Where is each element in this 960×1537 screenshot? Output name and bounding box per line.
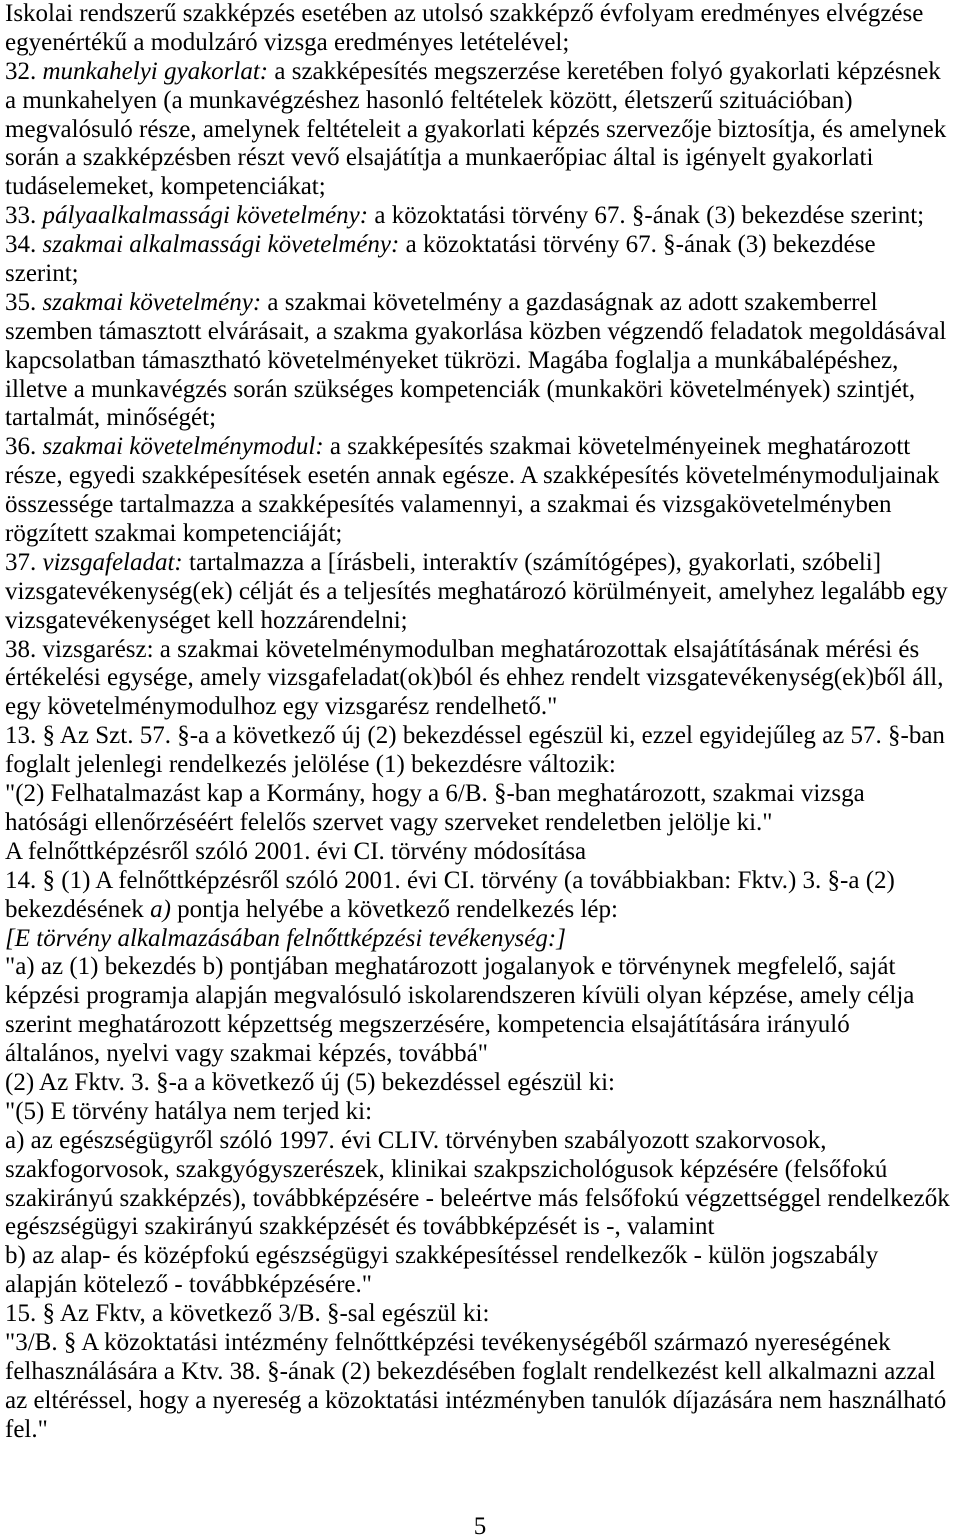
text-line: egy követelménymodulhoz egy vizsgarész rendelhető." (5, 693, 558, 721)
definition-number: 34. (5, 231, 43, 259)
definition-35-line (5, 289, 957, 318)
section-13-line: 13. § Az Szt. 57. §-a a következő új (2) bekezdéssel egészül ki, ezzel egyidejűleg az 57. §-ban (5, 722, 945, 750)
text-line: vizsgatevékenységet kell hozzárendelni; (5, 606, 408, 634)
defined-term: szakmai követelmény: (42, 288, 262, 316)
text-line: egyenértékű a modulzáró vizsga eredményes letételével; (5, 28, 570, 56)
text-segment: bekezdésének (5, 895, 151, 923)
defined-term: pályaalkalmassági követelmény: (42, 202, 369, 230)
section-heading: A felnőttképzésről szóló 2001. évi CI. törvény módosítása (5, 837, 587, 865)
text-line: felhasználására a Ktv. 38. §-ának (2) bekezdésében foglalt rendelkezést kell alkalmazni azzal (5, 1357, 936, 1385)
text-line: Iskolai rendszerű szakképzés esetében az utolsó szakképző évfolyam eredményes elvégzése (5, 0, 924, 27)
definition-33-line (5, 202, 957, 231)
text-line: illetve a munkavégzés során szükséges kompetenciák (munkaköri követelmények) szintjét, (5, 375, 916, 403)
defined-term: szakmai alkalmassági követelmény: (42, 231, 400, 259)
definition-36-line (5, 433, 957, 462)
section-15-line: 15. § Az Fktv, a következő 3/B. §-sal egészül ki: (5, 1300, 490, 1328)
definition-number: 35. (5, 288, 43, 316)
text-line: "(2) Felhatalmazást kap a Kormány, hogy a 6/B. §-ban meghatározott, szakmai vizsga (5, 780, 865, 808)
text-line: az eltéréssel, hogy a nyereség a közoktatási intézményben tanulók díjazására nem használható (5, 1386, 947, 1414)
text-line: értékelési egysége, amely vizsgafeladat(ok)ból és ehhez rendelt vizsgatevékenység(ek)ből áll, (5, 664, 944, 692)
document-body (5, 0, 957, 1445)
text-line: általános, nyelvi vagy szakmai képzés, továbbá" (5, 1040, 488, 1068)
definition-text: tartalmazza a [írásbeli, interaktív (számítógépes), gyakorlati, szóbeli] (182, 548, 882, 576)
definition-text: a szakképesítés szakmai követelményeinek meghatározott (323, 433, 911, 461)
text-line: szerint; (5, 260, 79, 288)
text-line: b) az alap- és középfokú egészségügyi szakképesítéssel rendelkezők - külön jogszabály (5, 1242, 879, 1270)
text-line: "a) az (1) bekezdés b) pontjában meghatározott jogalanyok e törvénynek megfelelő, saját (5, 953, 896, 981)
definition-32-line (5, 58, 957, 87)
text-line: egészségügyi szakirányú szakképzését és továbbképzését is -, valamint (5, 1213, 715, 1241)
defined-term: vizsgafeladat: (42, 548, 183, 576)
definition-38-line: 38. vizsgarész: a szakmai követelménymodulban meghatározottak elsajátításának mérési és (5, 635, 920, 663)
definition-37-line (5, 549, 957, 578)
text-line: tartalmát, minőségét; (5, 404, 217, 432)
definition-text: a közoktatási törvény 67. §-ának (3) bekezdése szerint; (368, 202, 925, 230)
text-line: része, egyedi szakképesítések esetén annak egésze. A szakképesítés követelménymoduljainak (5, 462, 940, 490)
definition-number: 37. (5, 548, 43, 576)
text-line: "3/B. § A közoktatási intézmény felnőttképzési tevékenységéből származó nyereségének (5, 1328, 891, 1356)
text-line: összessége tartalmazza a szakképesítés valamennyi, a szakmai és vizsgakövetelményben (5, 491, 892, 519)
text-line: "(5) E törvény hatálya nem terjed ki: (5, 1097, 373, 1125)
text-line: szemben támasztott elvárásait, a szakma gyakorlása közben végzendő feladatok megoldásával (5, 317, 947, 345)
point-reference: a) (150, 895, 171, 923)
text-line: képzési programja alapján megvalósuló iskolarendszeren kívüli olyan képzése, amely célja (5, 982, 915, 1010)
definition-text: a szakmai követelmény a gazdaságnak az adott szakemberrel (261, 288, 878, 316)
text-line: szakirányú szakképzés), továbbképzésére - beleértve más felsőfokú végzettséggel rendelkezők (5, 1184, 950, 1212)
definition-text: a közoktatási törvény 67. §-ának (3) bekezdése (399, 231, 876, 259)
text-line: (2) Az Fktv. 3. §-a a következő új (5) bekezdéssel egészül ki: (5, 1068, 615, 1096)
definition-number: 36. (5, 433, 43, 461)
text-line: fel." (5, 1415, 48, 1443)
definition-number: 32. (5, 57, 43, 85)
definition-text: a szakképesítés megszerzése keretében folyó gyakorlati képzésnek (268, 57, 941, 85)
defined-term: munkahelyi gyakorlat: (42, 57, 269, 85)
text-line: szerint meghatározott képzettség megszerzésére, kompetencia elsajátítására irányuló (5, 1011, 850, 1039)
definition-number: 33. (5, 202, 43, 230)
text-line: kapcsolatban támasztható követelményeket tükrözi. Magába foglalja a munkábalépéshez, (5, 346, 899, 374)
text-line: alapján kötelező - továbbképzésére." (5, 1271, 372, 1299)
text-line: megvalósuló része, amelynek feltételeit a gyakorlati képzés szervezője biztosítja, és amelynek (5, 115, 947, 143)
text-line: rögzített szakmai kompetenciáját; (5, 520, 343, 548)
text-line: tudáselemeket, kompetenciákat; (5, 173, 326, 201)
text-line: szakfogorvosok, szakgyógyszerészek, klinikai szakpszichológusok képzésére (felsőfokú (5, 1155, 888, 1183)
section-14-line: 14. § (1) A felnőttképzésről szóló 2001. évi CI. törvény (a továbbiakban: Fktv.) 3. §-a (2) (5, 866, 895, 894)
text-line: során a szakképzésben részt vevő elsajátítja a munkaerőpiac által is igényelt gyakorlati (5, 144, 874, 172)
text-line: foglalt jelenlegi rendelkezés jelölése (1) bekezdésre változik: (5, 751, 616, 779)
text-line: hatósági ellenőrzéséért felelős szervet vagy szerveket rendeletben jelölje ki." (5, 808, 773, 836)
page-number: 5 (473, 1513, 487, 1537)
text-line: vizsgatevékenység(ek) célját és a teljesítés meghatározó körülményeit, amelyhez legalább egy (5, 577, 948, 605)
text-line: a) az egészségügyről szóló 1997. évi CLIV. törvényben szabályozott szakorvosok, (5, 1126, 827, 1154)
defined-term: szakmai követelménymodul: (42, 433, 324, 461)
text-line: a munkahelyen (a munkavégzéshez hasonló feltételek között, életszerű szituációban) (5, 86, 853, 114)
bracketed-context-line: [E törvény alkalmazásában felnőttképzési tevékenység:] (5, 924, 566, 952)
definition-34-line (5, 231, 957, 260)
text-line (5, 896, 957, 925)
text-segment: pontja helyébe a következő rendelkezés lép: (170, 895, 618, 923)
